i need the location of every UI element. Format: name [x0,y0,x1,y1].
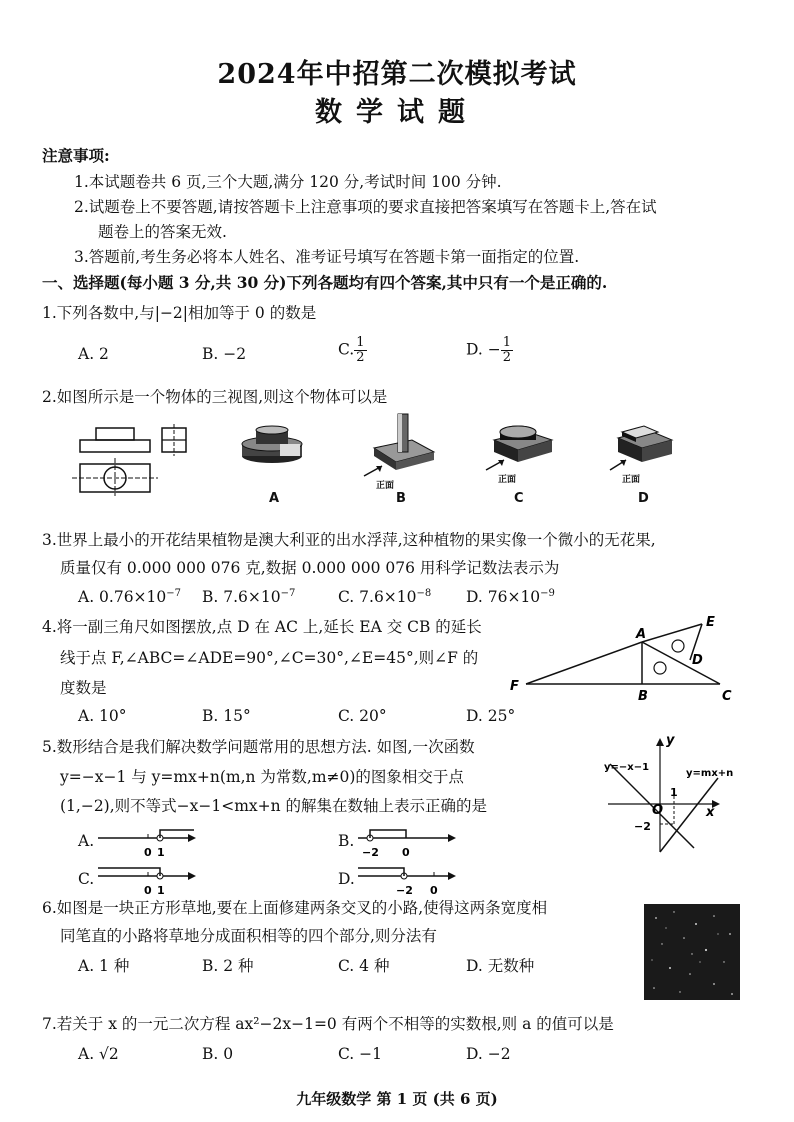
q4-option-c: C. 20° [338,707,387,725]
three-view-drawing [70,418,200,498]
q4-triangle-figure [508,612,748,708]
notice-item-2-cont: 题卷上的答案无效. [98,223,227,241]
q1-option-d: D. − $\frac{1}{2}$ [466,335,511,365]
q4-option-d: D. 25° [466,707,516,725]
q7-option-b: B. 0 [202,1045,234,1063]
q5-numberline-c [96,864,200,898]
q3-option-c: C. $7.6\times 10^{-8}$ [338,588,432,607]
q4-point-a: A [636,627,647,642]
q4-point-d: D [692,653,703,668]
q5-option-c: C. [78,870,95,888]
q5-c-zero: 0 [144,884,152,897]
q4-line-3: 度数是 [60,679,107,697]
q2-front-c: 正面 [498,475,517,485]
q2-figure-c [484,418,564,478]
section-1-heading: 一、选择题(每小题 3 分,共 30 分)下列各题均有四个答案,其中只有一个是正确的. [42,273,608,292]
q2-label-c: C [514,491,524,506]
q6-line-2: 同笔直的小路将草地分成面积相等的四个部分,则分法有 [60,927,437,945]
q3-option-a: A. $0.76\times 10^{-7}$ [78,588,182,607]
q5-numberline-d [356,864,460,898]
q2-figure-a [236,424,308,474]
q5-line-2: y=−x−1 与 y=mx+n(m,n 为常数,m≠0)的图象相交于点 [60,768,464,786]
q5-option-d: D. [338,870,355,888]
q5-graph [598,734,768,860]
q1-option-b: B. −2 [202,345,247,363]
q1-option-c: C. $\frac{1}{2}$ [338,335,365,365]
q5-numberline-a [96,826,200,860]
q7-option-d: D. −2 [466,1045,511,1063]
q1-option-a: A. 2 [78,345,109,363]
q5-c-one: 1 [157,884,165,897]
q2-stem: 2.如图所示是一个物体的三视图,则这个物体可以是 [42,388,388,406]
q4-point-e: E [706,615,715,630]
q4-line-2: 线于点 F,∠ABC=∠ADE=90°,∠C=30°,∠E=45°,则∠F 的 [60,649,479,667]
notice-item-2: 2.试题卷上不要答题,请按答题卡上注意事项的要求直接把答案填写在答题卡上,答在试 [74,198,657,216]
q3-line-1: 3.世界上最小的开花结果植物是澳大利亚的出水浮萍,这种植物的果实像一个微小的无花果, [42,531,656,549]
q5-option-b: B. [338,832,355,850]
q5-a-one: 1 [157,846,165,859]
q7-stem: 7.若关于 x 的一元二次方程 ax²−2x−1=0 有两个不相等的实数根,则 a 的值可以是 [42,1015,614,1033]
q5-line-2-label: y=mx+n [686,768,734,779]
q5-numberline-b [356,826,460,860]
q6-option-b: B. 2 种 [202,957,254,975]
q1-stem: 1.下列各数中,与|−2|相加等于 0 的数是 [42,304,317,322]
q6-option-d: D. 无数种 [466,957,535,975]
q5-line-1-label: y=−x−1 [604,762,650,773]
q5-tick-1: 1 [670,786,678,799]
page-subtitle: 数学试题 [315,97,479,128]
q4-point-b: B [638,689,648,704]
q5-b-m2: −2 [362,846,379,859]
q7-option-a: A. √2 [78,1045,119,1063]
q2-front-d: 正面 [622,475,641,485]
q2-figure-b [362,410,442,482]
q4-line-1: 4.将一副三角尺如图摆放,点 D 在 AC 上,延长 EA 交 CB 的延长 [42,618,482,636]
notice-item-3: 3.答题前,考生务必将本人姓名、准考证号填写在答题卡第一面指定的位置. [74,248,580,266]
q4-option-a: A. 10° [78,707,127,725]
q4-point-c: C [722,689,732,704]
q7-option-c: C. −1 [338,1045,383,1063]
page-footer: 九年级数学 第 1 页 (共 6 页) [296,1090,498,1108]
q2-figure-d [606,418,686,478]
q5-x-axis-label: x [706,805,715,820]
q6-square-lawn-image [644,904,740,1000]
notice-heading: 注意事项: [42,146,110,165]
q6-line-1: 6.如图是一块正方形草地,要在上面修建两条交叉的小路,使得这两条宽度相 [42,899,548,917]
q5-a-zero: 0 [144,846,152,859]
q2-label-a: A [269,491,280,506]
q2-label-b: B [396,491,406,506]
q5-line-3: (1,−2),则不等式−x−1<mx+n 的解集在数轴上表示正确的是 [60,797,488,815]
q4-point-f: F [510,679,519,694]
q3-option-d: D. $76\times 10^{-9}$ [466,588,555,607]
q5-d-zero: 0 [430,884,438,897]
q2-front-b: 正面 [376,481,395,491]
q2-label-d: D [638,491,649,506]
q5-b-zero: 0 [402,846,410,859]
q5-option-a: A. [78,832,95,850]
q3-line-2: 质量仅有 0.000 000 076 克,数据 0.000 000 076 用科学记数法表示为 [60,559,560,577]
page-title: 2024年中招第二次模拟考试 [217,59,577,90]
q5-y-axis-label: y [666,733,675,748]
q5-line-1: 5.数形结合是我们解决数学问题常用的思想方法. 如图,一次函数 [42,738,475,756]
q5-d-m2: −2 [396,884,413,897]
q5-origin-label: O [652,803,664,818]
q5-tick-m2: −2 [634,820,651,833]
q6-option-c: C. 4 种 [338,957,390,975]
q3-option-b: B. $7.6\times 10^{-7}$ [202,588,296,607]
q6-option-a: A. 1 种 [78,957,130,975]
q4-option-b: B. 15° [202,707,251,725]
notice-item-1: 1.本试题卷共 6 页,三个大题,满分 120 分,考试时间 100 分钟. [74,173,502,191]
